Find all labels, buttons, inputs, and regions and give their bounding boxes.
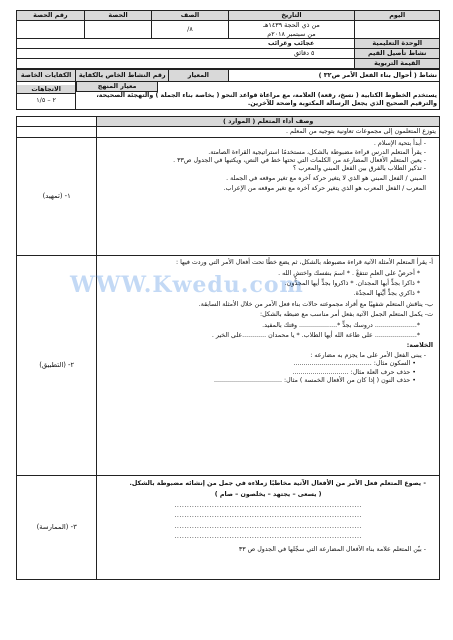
watermark: WWW.Kwedu.com: [70, 272, 304, 298]
value-value: [17, 59, 355, 69]
distribution-note: يتوزع المتعلمون إلى مجموعات تعاونية بتوجيه من المعلم .: [97, 126, 440, 137]
curriculum-cell: [76, 82, 440, 110]
unit-label: الوحدة التعليمية: [355, 39, 440, 49]
practice-line: ...........................................................................: [174, 502, 362, 510]
apply-blank: *..................... على طاعة الله أيها الطلاب. * يا محمدان ............على الخير .: [211, 332, 420, 340]
summary-item: • السكون مثال: .......................................: [100, 360, 426, 368]
practice-list-2: [100, 546, 436, 554]
apply-example: * أحرصْ على العلمِ تنتفعْ . * اسمَ بنفسك واختشِ الله .: [278, 269, 420, 277]
activity-no-label: رقم النشاط الخاص بالكفاية: [76, 70, 169, 82]
assessment-header: وصف أداء المتعلم ( الموارد ): [97, 117, 440, 127]
header-day-value: [355, 21, 440, 39]
summary-intro: - يبنى الفعل الأمر على ما يجزم به مضارعه :: [100, 352, 426, 360]
practice-task-2: - بيّن المتعلم علامة بناء الأفعال المضارعة التي سجّلها في الجدول ص ٣٣: [100, 546, 426, 554]
summary-item: • حذف النون ( إذا كان من الأفعال الخمسة ) مثال: ..................................: [100, 377, 426, 385]
apply-c: ت- يكمل المتعلم الجمل الآتية بفعل أمر مناسب مع ضبطه بالشكل:: [260, 311, 433, 319]
header-date-label: التاريخ: [228, 11, 355, 21]
trends-cell: [17, 82, 76, 110]
unit-value: عجائب وغرائب: [17, 39, 355, 49]
header-day-label: اليوم: [355, 11, 440, 21]
apply-label: ٢- (التطبيق): [17, 256, 97, 476]
body-table: [16, 116, 440, 580]
curriculum-label: معيار المنهج: [76, 82, 158, 92]
apply-content: [97, 256, 440, 476]
header-period-no-label: رقم الحصة: [17, 11, 85, 21]
practice-task-1: - يصوغ المتعلم فعل الأمر من الأفعال الآتية مخاطبًا زملاءه في جمل من إنشائه مضبوطة بالشكل.: [100, 480, 426, 488]
practice-list: [100, 480, 436, 488]
header-table: [16, 10, 440, 69]
lesson-plan-page: [16, 10, 440, 580]
apply-blank: *..................... دروسك بجدٍّ *................... وقتك بالمفيد.: [262, 321, 420, 329]
practice-line: ...........................................................................: [174, 512, 362, 520]
intro-extra-1: المبني / الفعل المبني هو الذي لا يتغير حركة آخره مع تغير موقعه في الجملة .: [226, 174, 426, 182]
intro-item: - يعين المتعلم الأفعال المضارعة من الكلمات التي تحتها خط في النص، ويكتبها في الجدول ص٣٣ .: [100, 157, 426, 165]
activity-table: [16, 69, 440, 110]
summary-item: • حذف حرف العلة مثال: ............................: [100, 369, 426, 377]
intro-item: - يقرأ المتعلم الدرس قراءة مضبوطة بالشكل، مستخدمًا استراتيجية القراءة الصامتة.: [100, 149, 426, 157]
trends-label: الاتجاهات: [17, 85, 75, 95]
apply-example: * ذاكرا بجدٍّ أيها المجدان. * ذاكروا بجدٍّ أيها المجدُّون.: [284, 280, 420, 288]
activity-time-value: ٥ دقائق: [17, 49, 355, 59]
standard-text: يستخدم الخطوط الكتابية ( نسخ، رقعة) العلامة، مع مراعاة قواعد النحو ( بخاصة بناء الجملة ) والتهجئة الصحيحة، والترقيم الصحيح الذي يجعل الرسالة المكتوبة واضحة للآخرين.: [96, 91, 437, 107]
value-label: القيمة التربوية: [355, 59, 440, 69]
header-date-value: [228, 21, 355, 39]
date-hijri: من ذي الحجة ١٤٣٩هـ: [263, 21, 320, 29]
header-period-value: [84, 21, 152, 39]
competency-code: ٢ – ١/٥: [36, 96, 56, 105]
practice-label: ٣- (الممارسة): [17, 476, 97, 580]
header-grade-value: ٨/: [152, 21, 228, 39]
apply-a: أ- يقرأ المتعلم الأمثلة الآتية قراءة مضبوطة بالشكل، ثم يضع خطًا تحت أفعال الأمر التي وردت فيها :: [176, 259, 433, 267]
summary-label: الخلاصة:: [406, 342, 433, 350]
practice-content: [97, 476, 440, 580]
header-period-label: الحصة: [84, 11, 152, 21]
summary-list: [100, 352, 436, 386]
practice-verbs: ( يسعى – يجتهد – يخلصون – صام ): [214, 490, 322, 498]
intro-extra-2: المعرب / الفعل المعرب هو الذي يتغير حركة آخره مع تغير موقعه من الإعراب.: [223, 185, 426, 193]
header-period-no-value: [17, 21, 85, 39]
practice-line: ...........................................................................: [174, 522, 362, 530]
intro-item: - تذكير الطلاب بالفرق بين الفعل المبني والمعرب ؟: [100, 165, 426, 173]
intro-content: [97, 138, 440, 256]
date-greg: من سبتمبر ٢٠١٨م: [267, 29, 316, 38]
activity-time-label: نشاط تأصيل القيم: [355, 49, 440, 59]
competencies-label: الكفايات الخاصة: [17, 70, 76, 82]
header-grade-label: الصف: [152, 11, 228, 21]
apply-example: * ذاكري بجدٍّ أيَّتها المجدّة.: [353, 290, 420, 298]
apply-b: ب- يناقش المتعلم شفهيًا مع أفراد مجموعته حالات بناء فعل الأمر من خلال الأمثلة السابقة.: [198, 300, 433, 308]
standard-label: المعيار: [169, 70, 228, 82]
distribution-empty: [17, 126, 97, 137]
intro-list: [100, 140, 436, 174]
activity-title: نشاط ( أحوال بناء الفعل الأمر ص٣٢ ): [228, 70, 440, 82]
intro-label: ١- (تمهيد): [17, 138, 97, 256]
practice-line: ...........................................................................: [174, 533, 362, 541]
stage-header-empty: [17, 117, 97, 127]
intro-item: - أبدأ بتحية الإسلام .: [100, 140, 426, 148]
